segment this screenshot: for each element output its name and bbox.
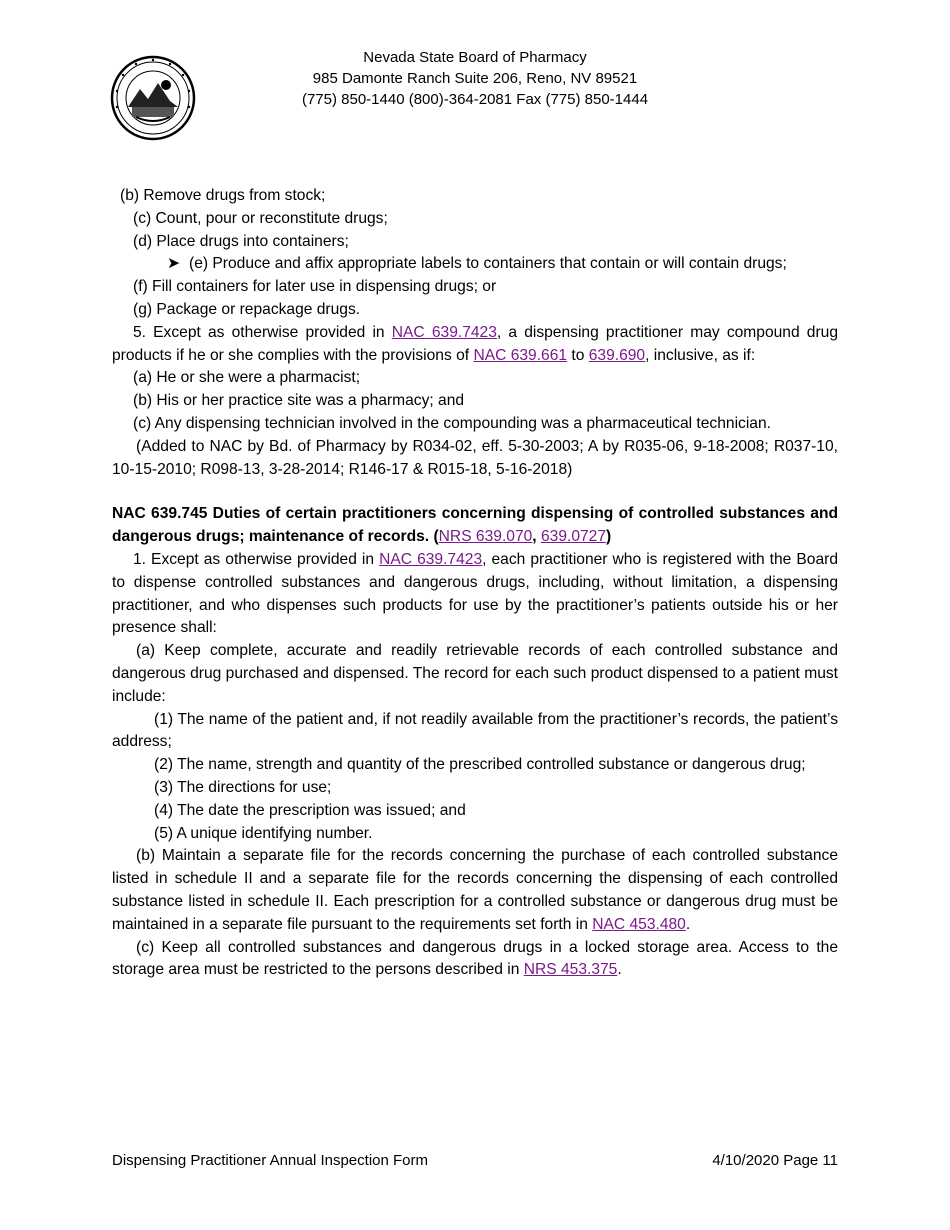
item-e-text: (e) Produce and affix appropriate labels to containers that contain or will contain drugs; <box>189 255 787 273</box>
footer-form-name: Dispensing Practitioner Annual Inspection Form <box>112 1152 428 1169</box>
item-1a: (a) Keep complete, accurate and readily retrievable records of each controlled substance and dangerous drug purchased and dispensed. The record for each such product dispensed to a patient must include: <box>112 642 838 705</box>
letterhead <box>250 47 700 110</box>
item-g-package: (g) Package or repackage drugs. <box>133 300 361 318</box>
link-639-0727[interactable]: 639.0727 <box>540 528 607 546</box>
item-f-fill: (f) Fill containers for later use in dispensing drugs; or <box>133 278 497 296</box>
history-note: (Added to NAC by Bd. of Pharmacy by R034-02, eff. 5-30-2003; A by R035-06, 9-18-2008; R037-10, 10-15-2010; R098-13, 3-28-2014; R146-17 & R015-18, 5-16-2018) <box>112 437 838 478</box>
heading-comma: , <box>532 528 541 546</box>
document-body <box>112 185 838 982</box>
state-seal-logo <box>110 55 196 141</box>
section-heading <box>112 503 838 549</box>
link-nac-639-7423-b[interactable]: NAC 639.7423 <box>379 550 483 568</box>
link-nac-639-661[interactable]: NAC 639.661 <box>473 346 568 364</box>
link-nac-639-7423[interactable]: NAC 639.7423 <box>391 323 497 341</box>
heading-close: ) <box>606 528 612 546</box>
link-nrs-639-070[interactable]: NRS 639.070 <box>438 528 533 546</box>
link-639-690[interactable]: 639.690 <box>588 346 646 364</box>
item-5b: (b) His or her practice site was a pharmacy; and <box>133 392 465 410</box>
record-5: (5) A unique identifying number. <box>154 824 373 842</box>
arrow-bullet-icon: ➤ <box>167 255 181 273</box>
paragraph-1 <box>112 549 838 640</box>
p5-end: , inclusive, as if: <box>645 346 756 364</box>
item-e-label <box>112 253 838 276</box>
paragraph-5 <box>112 322 838 368</box>
p5-start: 5. Except as otherwise provided in <box>133 323 392 341</box>
item-c-count: (c) Count, pour or reconstitute drugs; <box>133 209 388 227</box>
p1-start: 1. Except as otherwise provided in <box>133 550 380 568</box>
page-footer <box>112 1152 838 1169</box>
item-1b <box>112 845 838 936</box>
org-phone: (775) 850-1440 (800)-364-2081 Fax (775) 850-1444 <box>301 91 649 108</box>
record-1: (1) The name of the patient and, if not readily available from the practitioner’s records, the patient’s address; <box>112 710 838 751</box>
p1b-start: (b) Maintain a separate file for the records concerning the purchase of each controlled substance listed in schedule II and a separate file for the records concerning the dispensing of each controlled substance listed in schedule II. Each prescription for a controlled substance or dangerous drug must be maintained in a separate file pursuant to the requirements set forth in <box>112 847 838 933</box>
item-d-place: (d) Place drugs into containers; <box>133 232 349 250</box>
org-name: Nevada State Board of Pharmacy <box>363 49 587 66</box>
p1c-end: . <box>617 961 622 979</box>
link-nac-453-480[interactable]: NAC 453.480 <box>592 915 686 933</box>
p5-mid: , a dispensing practitioner may compound drug products if he or she complies with the provisions of <box>112 323 839 364</box>
item-b-remove: (b) Remove drugs from stock; <box>120 187 326 204</box>
record-3: (3) The directions for use; <box>154 778 332 796</box>
link-nrs-453-375[interactable]: NRS 453.375 <box>523 961 618 979</box>
p1-end: , each practitioner who is registered with the Board to dispense controlled substances and dangerous drugs, including, without limitation, a dispensing practitioner, and who dispenses such products for use by the practitioner’s patients outside his or her presence shall: <box>112 550 838 637</box>
item-5a: (a) He or she were a pharmacist; <box>133 369 361 387</box>
p5-to: to <box>567 346 589 364</box>
footer-date-page: 4/10/2020 Page 11 <box>712 1152 838 1169</box>
p1c-start: (c) Keep all controlled substances and dangerous drugs in a locked storage area. Access to the storage area must be restricted to the persons described in <box>112 938 838 979</box>
item-1c <box>112 937 838 983</box>
org-address: 985 Damonte Ranch Suite 206, Reno, NV 89521 <box>312 70 638 87</box>
record-4: (4) The date the prescription was issued; and <box>154 801 466 819</box>
heading-text: NAC 639.745 Duties of certain practitioners concerning dispensing of controlled substances and dangerous drugs; maintenance of records. ( <box>112 505 838 546</box>
p1b-end: . <box>685 915 691 933</box>
record-2: (2) The name, strength and quantity of the prescribed controlled substance or dangerous drug; <box>154 756 806 774</box>
item-5c: (c) Any dispensing technician involved in the compounding was a pharmaceutical technician. <box>133 414 771 432</box>
